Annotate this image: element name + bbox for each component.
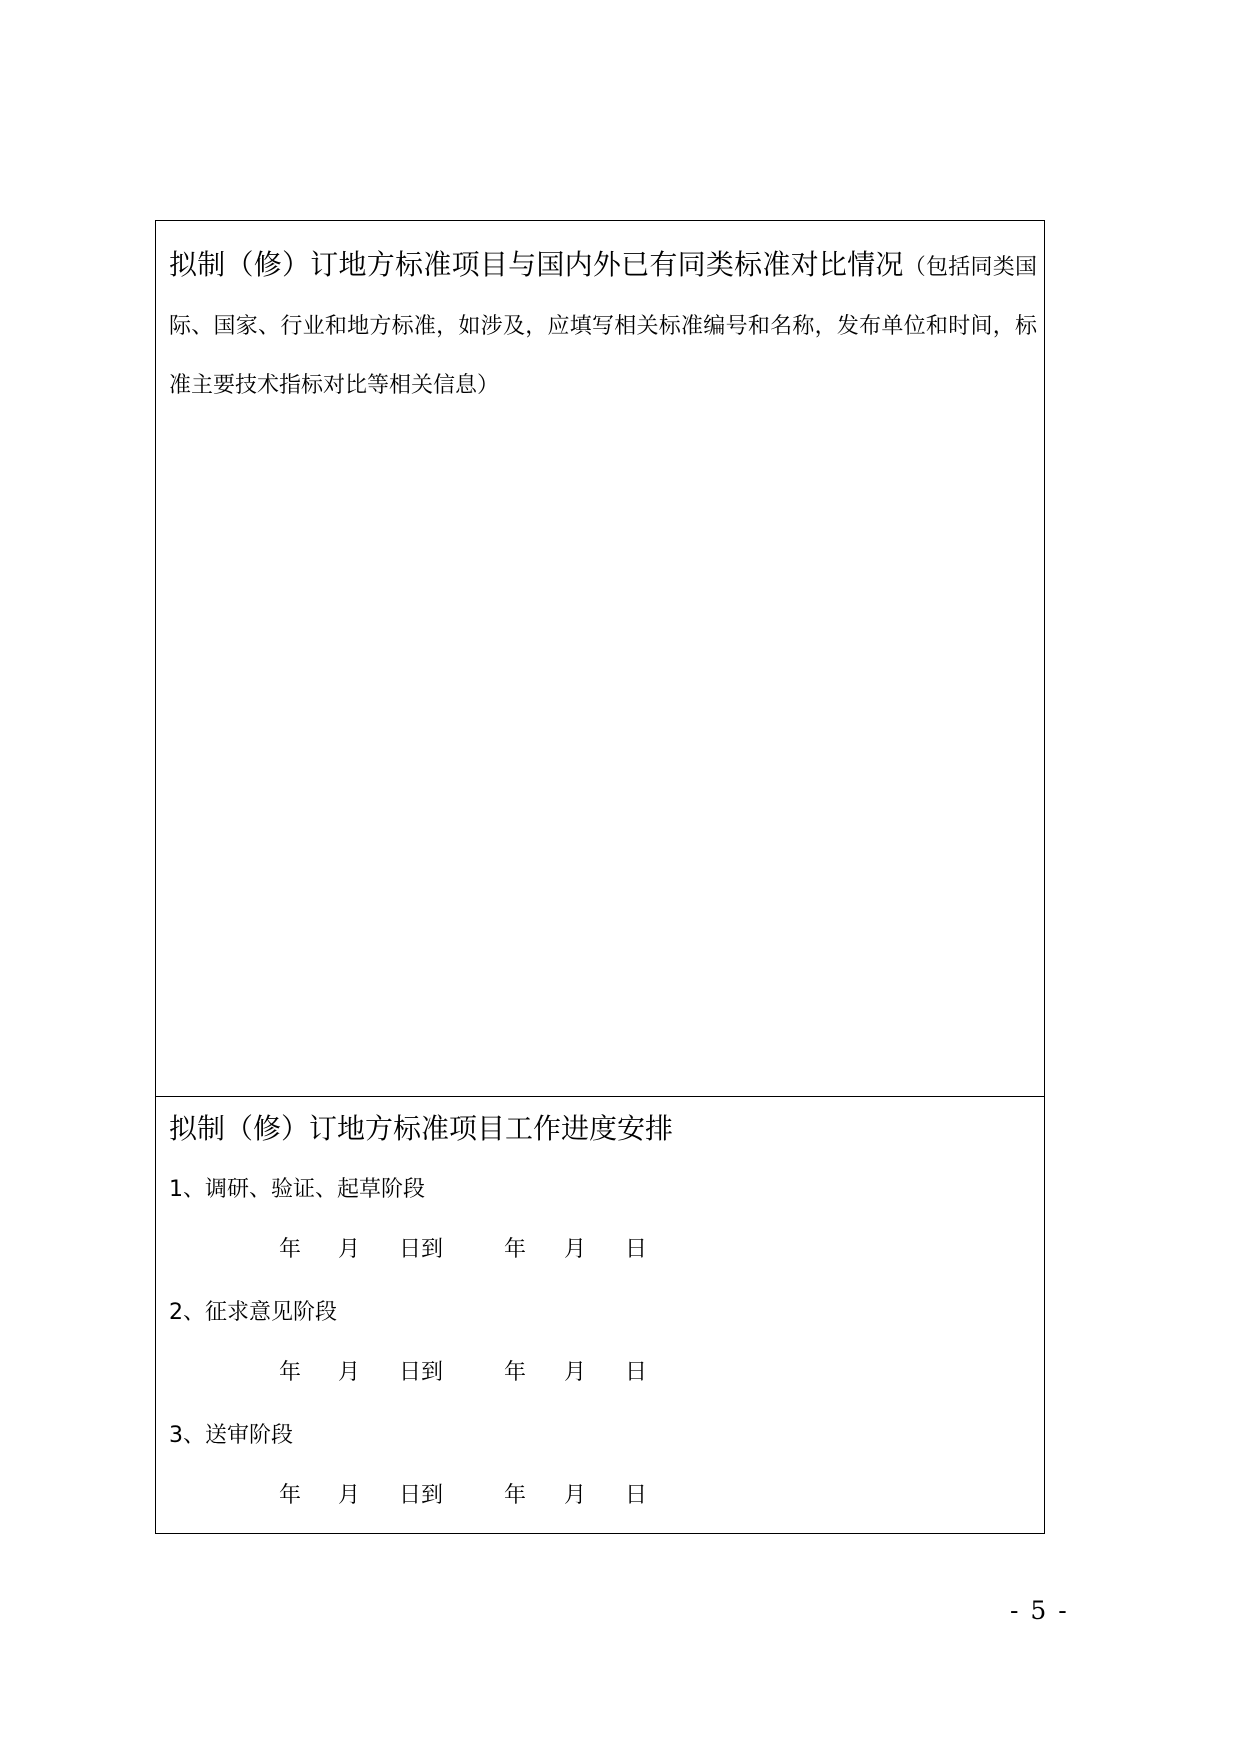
- end-year-label: 年: [504, 1483, 527, 1508]
- standard-comparison-title: 拟制（修）订地方标准项目与国内外已有同类标准对比情况: [169, 248, 904, 281]
- start-day-to-label: 日到: [399, 1483, 444, 1508]
- start-month-label: 月: [338, 1360, 361, 1385]
- work-schedule-title: 拟制（修）订地方标准项目工作进度安排: [169, 1112, 674, 1145]
- stage-label-review-submission: 3、送审阶段: [169, 1423, 293, 1448]
- start-day-to-label: 日到: [399, 1360, 444, 1385]
- stage-label-consultation: 2、征求意见阶段: [169, 1300, 337, 1325]
- page-number: - 5 -: [1010, 1596, 1069, 1625]
- standard-comparison-instructions: （包括同类国际、国家、行业和地方标准，如涉及，应填写相关标准编号和名称，发布单位和时间，标准主要技术指标对比等相关信息）: [169, 255, 1037, 398]
- standard-comparison-cell: [156, 221, 1044, 1097]
- start-year-label: 年: [279, 1483, 302, 1508]
- end-day-label: 日: [625, 1237, 648, 1262]
- start-year-label: 年: [279, 1360, 302, 1385]
- start-day-to-label: 日到: [399, 1237, 444, 1262]
- stage-date-range-review-submission: [156, 1481, 1046, 1511]
- end-month-label: 月: [564, 1483, 587, 1508]
- standard-comparison-prompt: [169, 235, 1037, 415]
- end-year-label: 年: [504, 1237, 527, 1262]
- end-day-label: 日: [625, 1360, 648, 1385]
- start-year-label: 年: [279, 1237, 302, 1262]
- start-month-label: 月: [338, 1483, 361, 1508]
- standard-application-form-table: [155, 220, 1045, 1534]
- start-month-label: 月: [338, 1237, 361, 1262]
- stage-date-range-consultation: [156, 1358, 1046, 1388]
- stage-label-research-drafting: 1、调研、验证、起草阶段: [169, 1177, 425, 1202]
- end-month-label: 月: [564, 1237, 587, 1262]
- end-month-label: 月: [564, 1360, 587, 1385]
- work-schedule-cell: [156, 1097, 1044, 1533]
- stage-date-range-research-drafting: [156, 1235, 1046, 1265]
- end-day-label: 日: [625, 1483, 648, 1508]
- end-year-label: 年: [504, 1360, 527, 1385]
